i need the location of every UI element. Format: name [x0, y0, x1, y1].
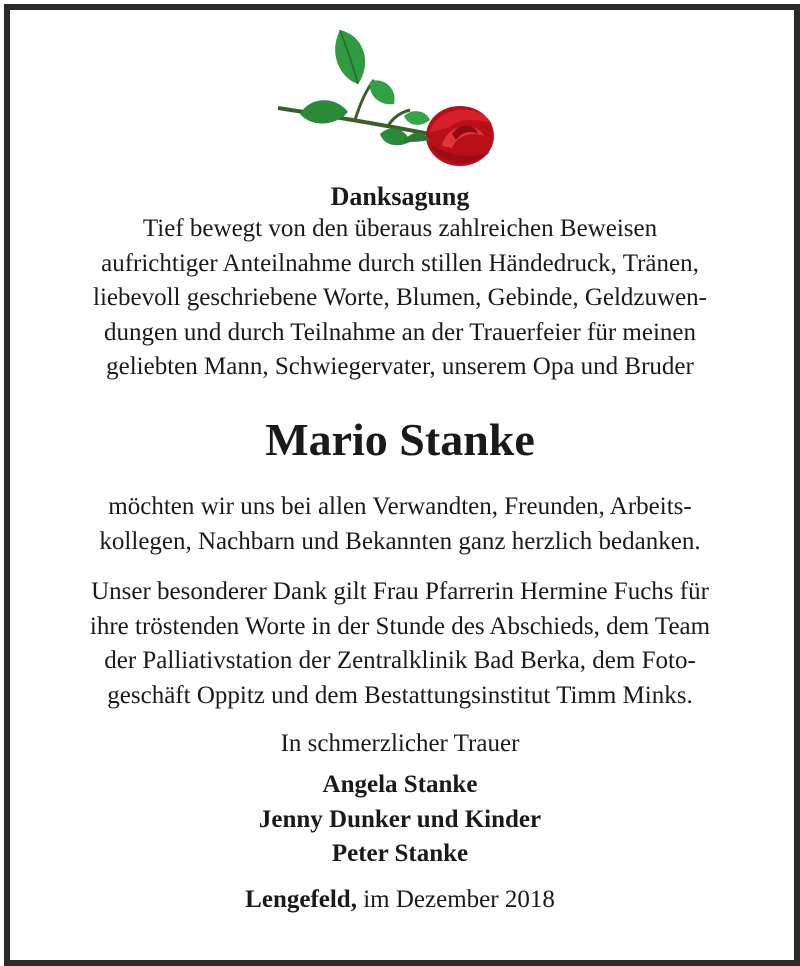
special-thanks-line: ihre tröstenden Worte in der Stunde des Abschieds, dem Team — [89, 612, 711, 640]
red-rose-icon — [270, 24, 510, 174]
intro-paragraph — [0, 212, 800, 385]
heading-danksagung: Danksagung — [330, 182, 470, 211]
special-thanks-line: geschäft Oppitz und dem Bestattungsinstitut Timm Minks. — [107, 681, 693, 709]
mourning-phrase: In schmerzlicher Trauer — [280, 730, 520, 757]
mourner-name: Jenny Dunker und Kinder — [258, 805, 542, 833]
mourner-name: Angela Stanke — [322, 771, 478, 798]
mourners-list — [0, 768, 800, 872]
intro-line: aufrichtiger Anteilnahme durch stillen Händedruck, Tränen, — [101, 249, 699, 277]
special-thanks-line: der Palliativstation der Zentralklinik Bad Berka, dem Foto- — [104, 647, 696, 674]
place-date-line — [0, 883, 800, 917]
date-text: im Dezember 2018 — [363, 886, 555, 913]
thanks-line: möchten wir uns bei allen Verwandten, Freunden, Arbeits- — [108, 493, 692, 520]
intro-line: Tief bewegt von den überaus zahlreichen Beweisen — [142, 215, 658, 242]
intro-line: dungen und durch Teilnahme an der Trauerfeier für meinen — [103, 318, 697, 346]
deceased-name: Mario Stanke — [265, 414, 535, 465]
mourner-name: Peter Stanke — [331, 840, 469, 867]
thanks-paragraph — [0, 490, 800, 559]
intro-line: liebevoll geschriebene Worte, Blumen, Gebinde, Geldzuwen- — [93, 284, 707, 311]
thanks-line: kollegen, Nachbarn und Bekannten ganz herzlich bedanken. — [99, 527, 701, 555]
place-name: Lengefeld, — [245, 886, 357, 913]
intro-line: geliebten Mann, Schwiegervater, unserem Opa und Bruder — [106, 353, 694, 380]
special-thanks-paragraph — [0, 575, 800, 713]
special-thanks-line: Unser besonderer Dank gilt Frau Pfarrerin Hermine Fuchs für — [91, 578, 709, 605]
